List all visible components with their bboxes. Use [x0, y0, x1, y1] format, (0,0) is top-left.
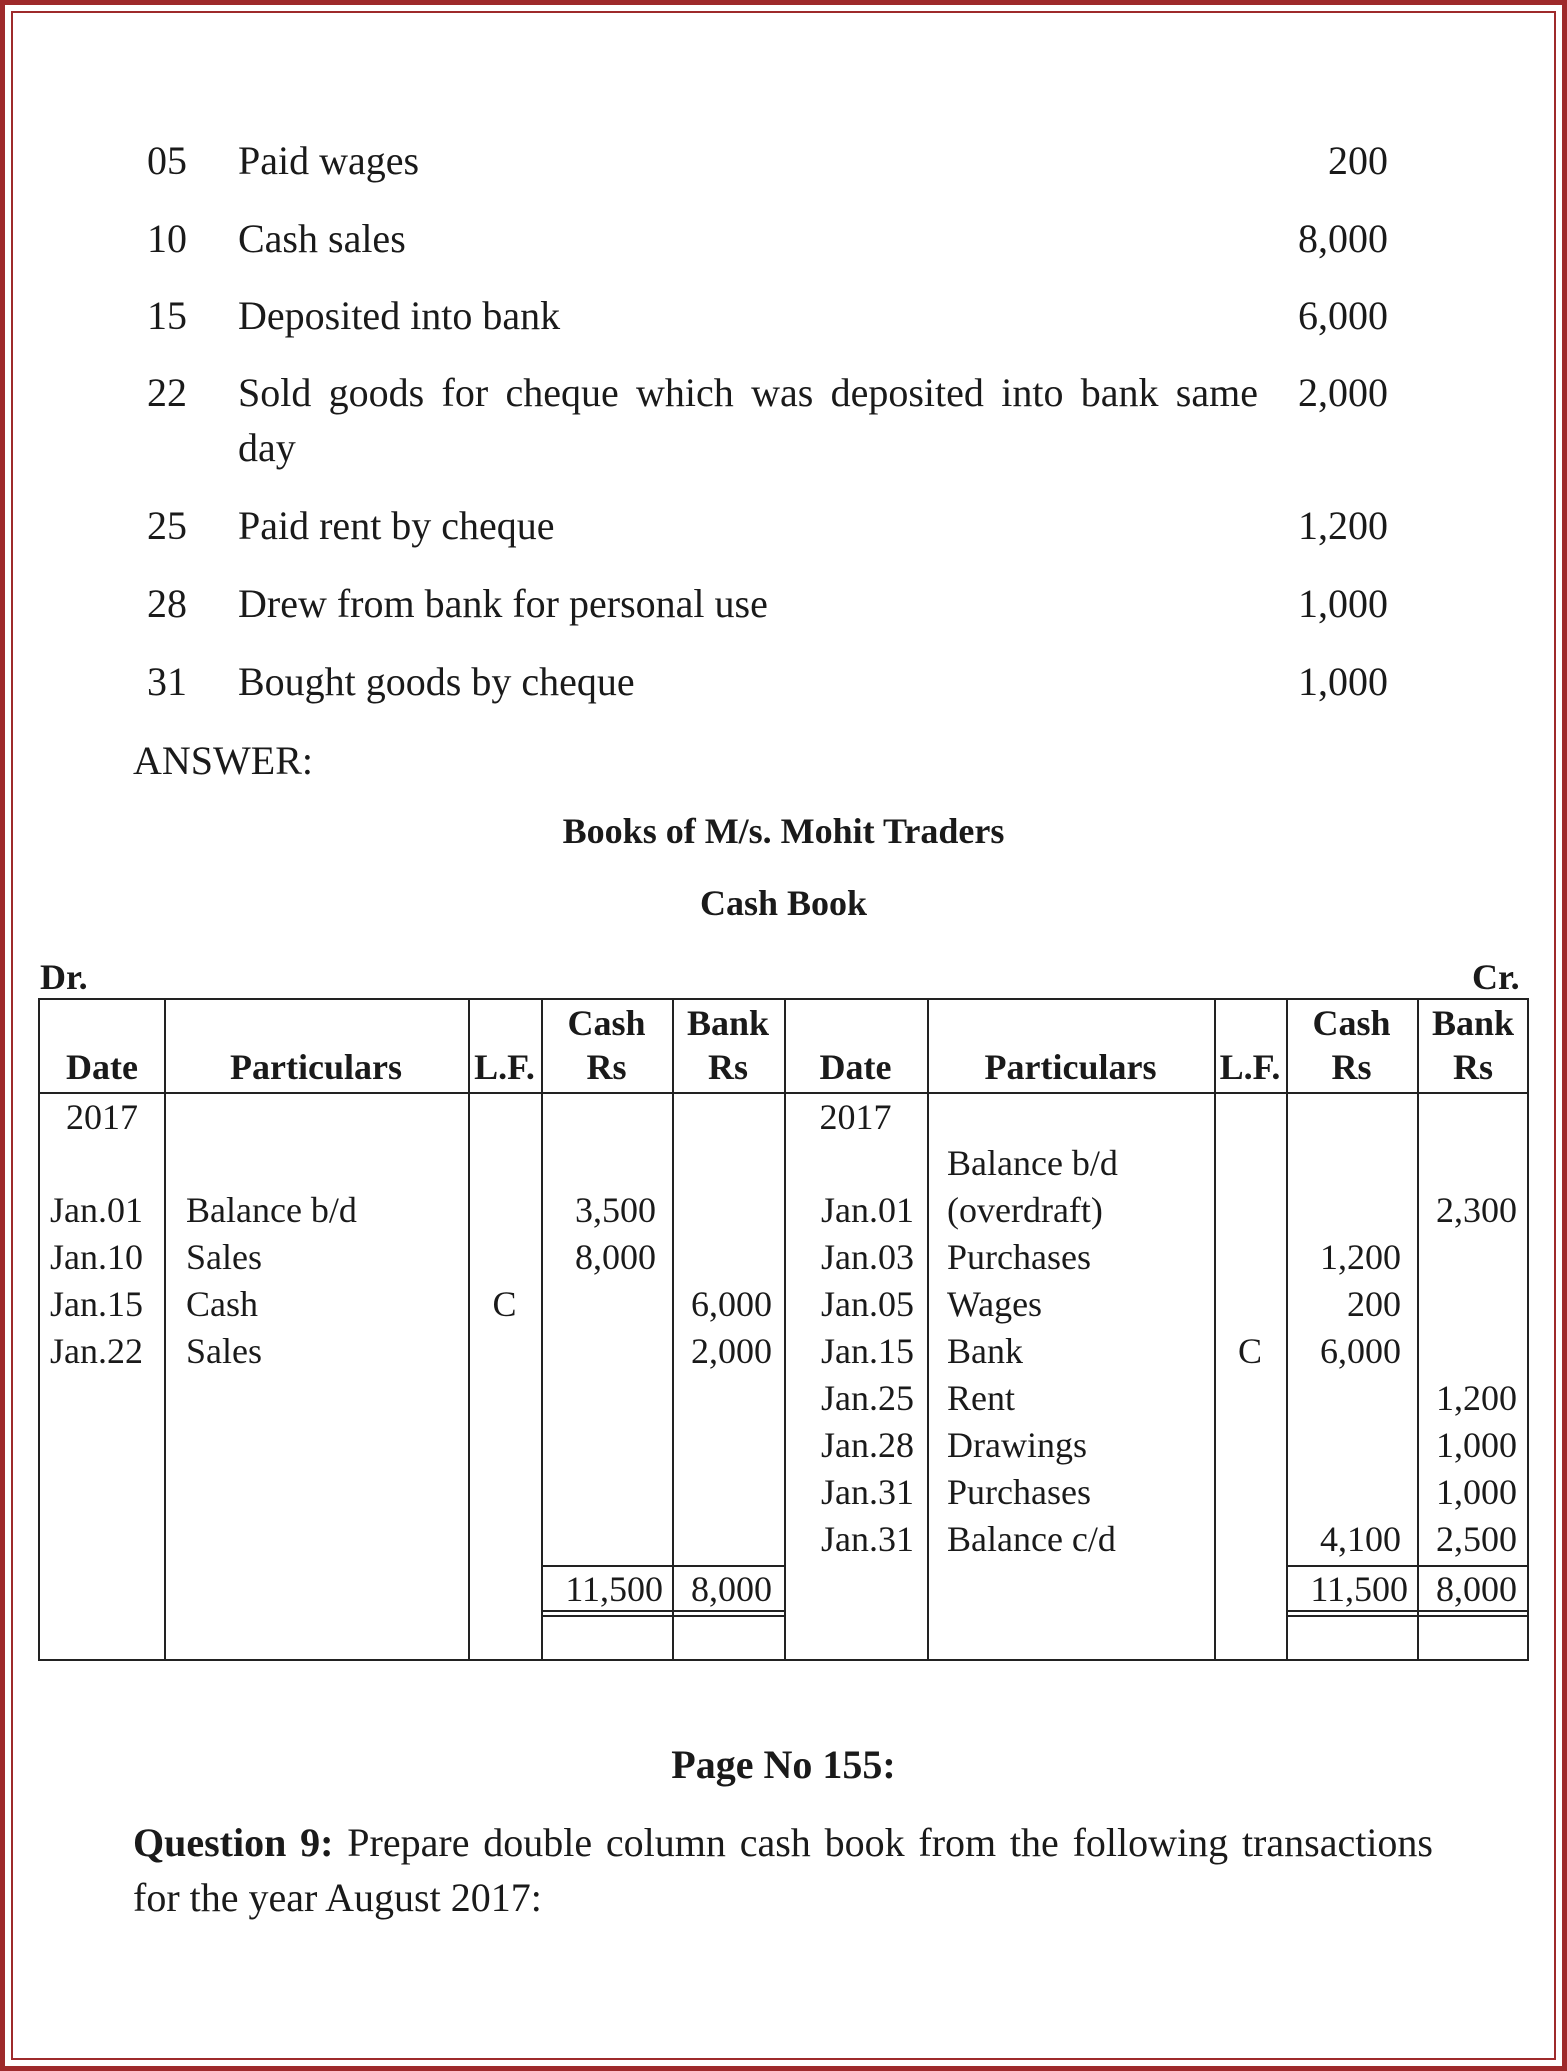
credit-date: Jan.03 [821, 1237, 914, 1277]
transaction-amount: 1,000 [1298, 659, 1388, 704]
debit-bank: 2,000 [691, 1331, 772, 1371]
credit-cash: 6,000 [1320, 1331, 1401, 1371]
credit-bank: 2,500 [1436, 1519, 1517, 1559]
transaction-date: 22 [147, 370, 187, 415]
credit-bank: 1,000 [1436, 1472, 1517, 1512]
debit-particulars: Sales [186, 1331, 262, 1371]
credit-particulars: Wages [947, 1284, 1043, 1324]
header-cash: Cash [567, 1003, 646, 1043]
credit-date: Jan.28 [821, 1425, 914, 1465]
credit-date: Jan.01 [821, 1190, 914, 1230]
header-date: Date [819, 1047, 892, 1087]
transaction-date: 28 [147, 581, 187, 626]
transaction-description: Drew from bank for personal use [238, 581, 768, 626]
cr-label: Cr. [1472, 957, 1520, 997]
column-divider [164, 1000, 166, 1659]
book-title: Books of M/s. Mohit Traders [562, 811, 1005, 851]
header-particulars: Particulars [230, 1047, 402, 1087]
credit-total-bank: 8,000 [1436, 1569, 1517, 1609]
transaction-date: 31 [147, 659, 187, 704]
credit-particulars: Purchases [947, 1237, 1091, 1277]
credit-bank: 1,200 [1436, 1378, 1517, 1418]
debit-particulars: Balance b/d [186, 1190, 357, 1230]
year-label: 2017 [66, 1097, 138, 1137]
total-rule-bottom-double [1286, 1615, 1529, 1617]
credit-particulars-first-line: Balance b/d [947, 1143, 1118, 1183]
debit-total-bank: 8,000 [691, 1569, 772, 1609]
year-label: 2017 [819, 1097, 892, 1137]
header-bank: Bank [1431, 1003, 1515, 1043]
header-date: Date [66, 1047, 138, 1087]
question-text: Prepare double column cash book from the following transactions for the year August 2017: [133, 1820, 1434, 1920]
credit-cash: 4,100 [1320, 1519, 1401, 1559]
debit-date: Jan.15 [50, 1284, 143, 1324]
credit-particulars: Drawings [947, 1425, 1087, 1465]
credit-date: Jan.31 [821, 1519, 914, 1559]
transaction-description: Deposited into bank [238, 293, 561, 338]
transaction-description: Bought goods by cheque [238, 659, 635, 704]
header-bank-rs: Rs [707, 1047, 748, 1087]
page-number-heading: Page No 155: [671, 1742, 896, 1787]
transaction-amount: 2,000 [1298, 370, 1388, 415]
transaction-date: 10 [147, 216, 187, 261]
transaction-amount: 6,000 [1298, 293, 1388, 338]
credit-particulars: Balance c/d [947, 1519, 1116, 1559]
transaction-date: 05 [147, 138, 187, 183]
transaction-description: Sold goods for cheque which was deposited into bank same day [238, 370, 1258, 470]
credit-bank: 2,300 [1436, 1190, 1517, 1230]
debit-lf: C [492, 1284, 517, 1324]
cash-book-table [38, 998, 1529, 1661]
transaction-description: Cash sales [238, 216, 406, 261]
debit-cash: 8,000 [575, 1237, 656, 1277]
credit-particulars: Purchases [947, 1472, 1091, 1512]
column-divider [468, 1000, 470, 1659]
header-cash: Cash [1312, 1003, 1391, 1043]
book-subtitle: Cash Book [699, 883, 868, 923]
header-lf: L.F. [1219, 1047, 1281, 1087]
transaction-amount: 200 [1328, 138, 1388, 183]
credit-lf: C [1237, 1331, 1262, 1371]
header-bank-rs: Rs [1452, 1047, 1493, 1087]
column-divider [927, 1000, 929, 1659]
header-lf: L.F. [474, 1047, 535, 1087]
transaction-description: Paid rent by cheque [238, 503, 555, 548]
credit-particulars: Bank [947, 1331, 1023, 1371]
credit-date: Jan.31 [821, 1472, 914, 1512]
transaction-date: 15 [147, 293, 187, 338]
transaction-amount: 1,000 [1298, 581, 1388, 626]
credit-date: Jan.25 [821, 1378, 914, 1418]
question-paragraph [133, 1815, 1433, 1925]
transaction-amount: 8,000 [1298, 216, 1388, 261]
credit-bank: 1,000 [1436, 1425, 1517, 1465]
debit-bank: 6,000 [691, 1284, 772, 1324]
debit-total-cash: 11,500 [565, 1569, 663, 1609]
credit-cash: 1,200 [1320, 1237, 1401, 1277]
credit-date: Jan.05 [821, 1284, 914, 1324]
credit-date: Jan.15 [821, 1331, 914, 1371]
debit-particulars: Cash [186, 1284, 258, 1324]
header-cash-rs: Rs [586, 1047, 627, 1087]
column-divider [541, 1000, 543, 1659]
header-bank: Bank [686, 1003, 770, 1043]
credit-cash: 200 [1347, 1284, 1401, 1324]
answer-label: ANSWER: [133, 738, 313, 783]
transaction-date: 25 [147, 503, 187, 548]
transaction-description: Paid wages [238, 138, 420, 183]
credit-particulars: (overdraft) [947, 1190, 1103, 1230]
debit-cash: 3,500 [575, 1190, 656, 1230]
header-particulars: Particulars [984, 1047, 1157, 1087]
header-cash-rs: Rs [1331, 1047, 1372, 1087]
credit-particulars: Rent [947, 1378, 1015, 1418]
debit-date: Jan.22 [50, 1331, 143, 1371]
question-label: Question 9: [133, 1820, 334, 1865]
transaction-amount: 1,200 [1298, 503, 1388, 548]
dr-label: Dr. [40, 957, 88, 997]
total-rule-bottom-double [541, 1615, 785, 1617]
debit-date: Jan.01 [50, 1190, 143, 1230]
debit-particulars: Sales [186, 1237, 262, 1277]
credit-total-cash: 11,500 [1310, 1569, 1408, 1609]
debit-date: Jan.10 [50, 1237, 143, 1277]
